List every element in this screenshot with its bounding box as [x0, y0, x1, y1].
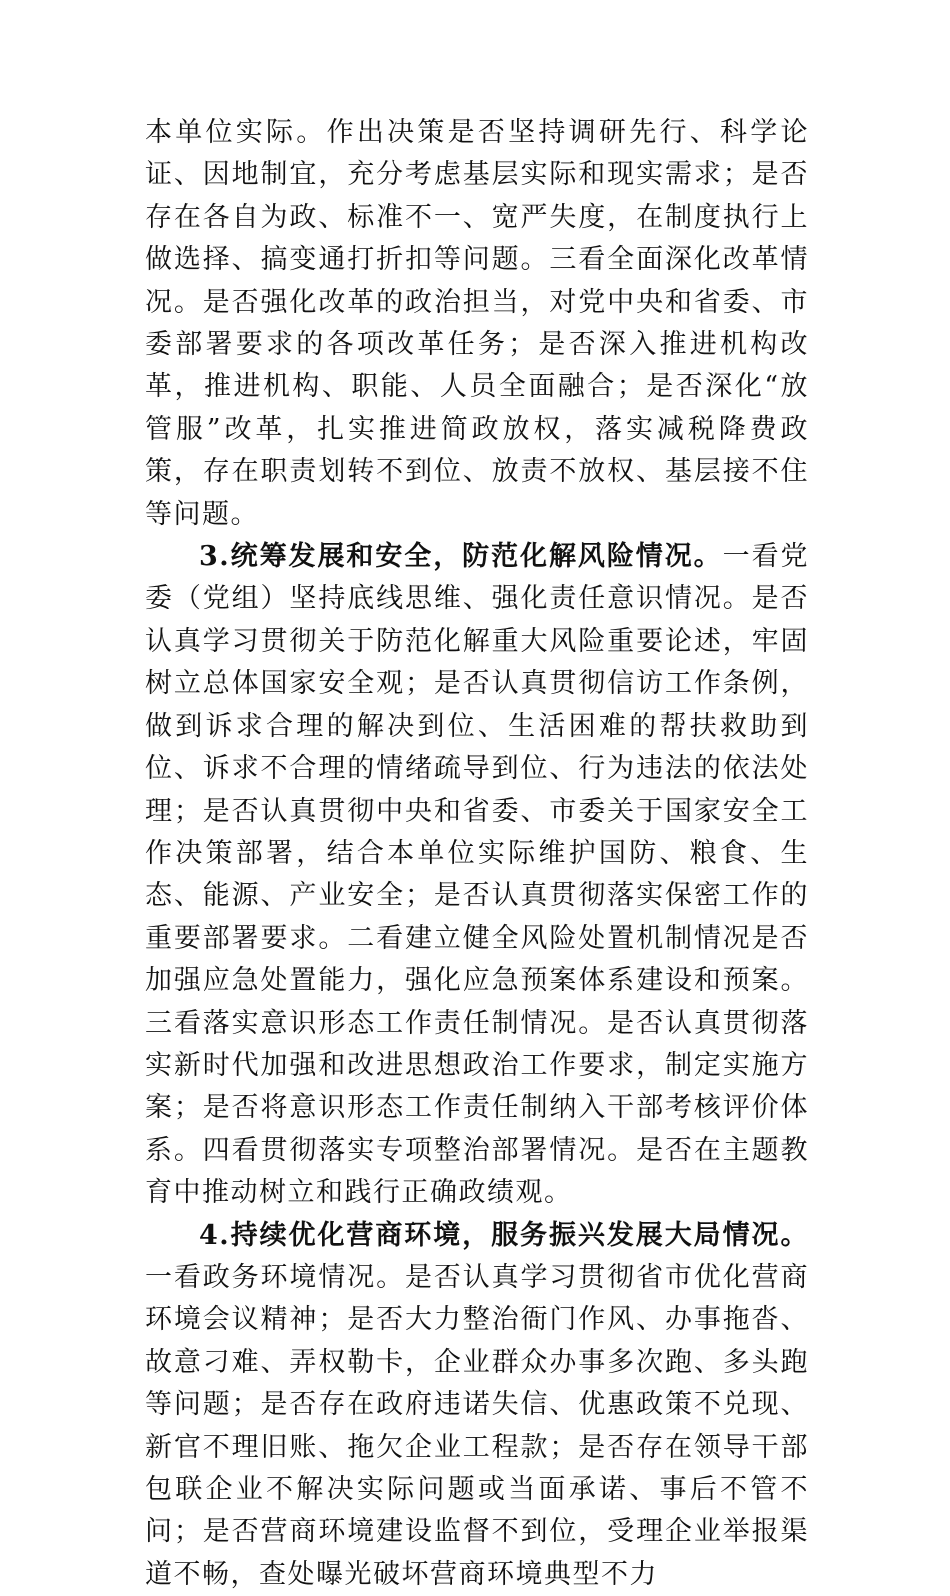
paragraph-text: 一看党委（党组）坚持底线思维、强化责任意识情况。是否认真学习贯彻关于防范化解重大风险重要论述，牢固树立总体国家安全观；是否认真贯彻信访工作条例，做到诉求合理的解决到位、生活困难的帮扶救助到位、诉求不合理的情绪疏导到位、行为违法的依法处理；是否认真贯彻中央和省委、市委关于国家安全工作决策部署，结合本单位实际维护国防、粮食、生态、能源、产业安全；是否认真贯彻落实保密工作的重要部署要求。二看建立健全风险处置机制情况是否加强应急处置能力，强化应急预案体系建设和预案。三看落实意识形态工作责任制情况。是否认真贯彻落实新时代加强和改进思想政治工作要求，制定实施方案；是否将意识形态工作责任制纳入干部考核评价体系。四看贯彻落实专项整治部署情况。是否在主题教育中推动树立和践行正确政绩观。 [145, 541, 810, 1209]
section-heading: 3.统筹发展和安全，防范化解风险情况。 [199, 541, 723, 573]
body-text [145, 112, 809, 1596]
paragraph-text: 一看政务环境情况。是否认真学习贯彻省市优化营商环境会议精神；是否大力整治衙门作风、办事拖沓、故意刁难、弄权勒卡，企业群众办事多次跑、多头跑等问题；是否存在政府违诺失信、优惠政策不兑现、新官不理旧账、拖欠企业工程款；是否存在领导干部包联企业不解决实际问题或当面承诺、事后不管不问；是否营商环境建设监督不到位，受理企业举报渠道不畅，查处曝光破坏营商环境典型不力 [145, 1261, 809, 1590]
section-heading: 4.持续优化营商环境，服务振兴发展大局情况。 [199, 1219, 809, 1251]
paragraph-continued [145, 112, 809, 536]
paragraph-section-3 [145, 536, 809, 1215]
paragraph-text: 本单位实际。作出决策是否坚持调研先行、科学论证、因地制宜，充分考虑基层实际和现实需求；是否存在各自为政、标准不一、宽严失度，在制度执行上做选择、搞变通打折扣等问题。三看全面深化改革情况。是否强化改革的政治担当，对党中央和省委、市委部署要求的各项改革任务；是否深入推进机构改革，推进机构、职能、人员全面融合；是否深化“放管服”改革，扎实推进简政放权，落实减税降费政策，存在职责划转不到位、放责不放权、基层接不住等问题。 [145, 117, 809, 530]
paragraph-section-4 [145, 1215, 809, 1596]
